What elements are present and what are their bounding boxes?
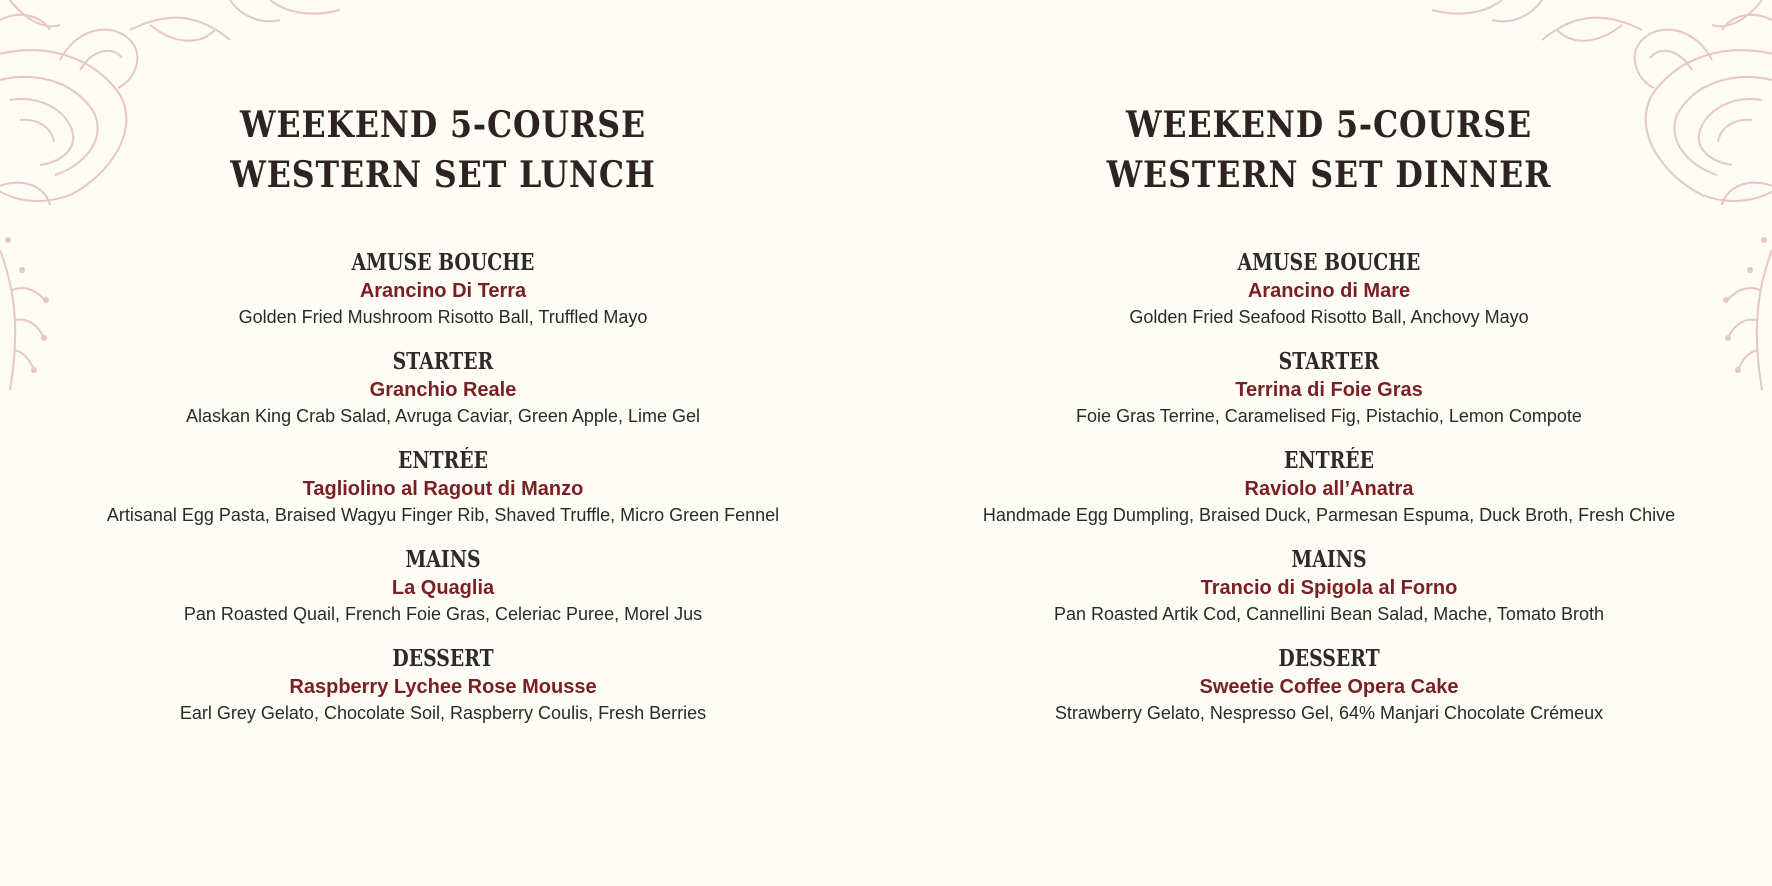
dish-name: Tagliolino al Ragout di Manzo — [302, 478, 584, 500]
lunch-course-list — [33, 248, 853, 726]
lunch-menu-title — [82, 100, 804, 200]
dinner-course-dessert — [919, 644, 1739, 726]
dish-name: Granchio Reale — [369, 379, 517, 401]
course-heading: AMUSE BOUCHE — [1237, 249, 1421, 276]
course-heading: STARTER — [392, 348, 494, 375]
dinner-course-starter — [919, 347, 1739, 429]
dish-name: La Quaglia — [391, 577, 495, 599]
lunch-course-amuse-bouche — [33, 248, 853, 330]
dish-name: Terrina di Foie Gras — [1235, 379, 1423, 401]
lunch-title-line1: WEEKEND 5-COURSE — [239, 104, 647, 146]
course-heading: DESSERT — [1278, 645, 1380, 672]
dinner-course-amuse-bouche — [919, 248, 1739, 330]
dish-description: Strawberry Gelato, Nespresso Gel, 64% Manjari Chocolate Crémeux — [1054, 703, 1604, 723]
dinner-course-entree — [919, 446, 1739, 528]
lunch-title-line2: WESTERN SET LUNCH — [230, 154, 656, 196]
course-heading: STARTER — [1278, 348, 1380, 375]
course-heading: MAINS — [1291, 546, 1367, 573]
dish-description: Golden Fried Mushroom Risotto Ball, Truffled Mayo — [238, 307, 648, 327]
dinner-title-line1: WEEKEND 5-COURSE — [1125, 104, 1533, 146]
lunch-menu — [33, 100, 853, 743]
course-heading: AMUSE BOUCHE — [351, 249, 535, 276]
dish-description: Handmade Egg Dumpling, Braised Duck, Parmesan Espuma, Duck Broth, Fresh Chive — [982, 505, 1676, 525]
course-heading: ENTRÉE — [397, 447, 489, 474]
dish-name: Arancino Di Terra — [359, 280, 527, 302]
dinner-course-mains — [919, 545, 1739, 627]
dish-description: Golden Fried Seafood Risotto Ball, Anchovy Mayo — [1129, 307, 1529, 327]
lunch-course-mains — [33, 545, 853, 627]
course-heading: ENTRÉE — [1283, 447, 1375, 474]
dish-name: Raspberry Lychee Rose Mousse — [289, 676, 597, 698]
dish-description: Earl Grey Gelato, Chocolate Soil, Raspberry Coulis, Fresh Berries — [179, 703, 707, 723]
dish-name: Trancio di Spigola al Forno — [1200, 577, 1458, 599]
dinner-menu — [919, 100, 1739, 743]
dish-description: Artisanal Egg Pasta, Braised Wagyu Finger Rib, Shaved Truffle, Micro Green Fennel — [106, 505, 780, 525]
dinner-course-list — [919, 248, 1739, 726]
lunch-course-entree — [33, 446, 853, 528]
lunch-course-starter — [33, 347, 853, 429]
dish-description: Pan Roasted Artik Cod, Cannellini Bean Salad, Mache, Tomato Broth — [1054, 604, 1604, 624]
dish-description: Alaskan King Crab Salad, Avruga Caviar, Green Apple, Lime Gel — [186, 406, 700, 426]
course-heading: MAINS — [405, 546, 481, 573]
dish-name: Raviolo all’Anatra — [1244, 478, 1414, 500]
dish-name: Sweetie Coffee Opera Cake — [1199, 676, 1459, 698]
lunch-course-dessert — [33, 644, 853, 726]
course-heading: DESSERT — [392, 645, 494, 672]
dinner-menu-title — [968, 100, 1690, 200]
dish-description: Foie Gras Terrine, Caramelised Fig, Pistachio, Lemon Compote — [1076, 406, 1582, 426]
dish-name: Arancino di Mare — [1247, 280, 1411, 302]
dinner-title-line2: WESTERN SET DINNER — [1106, 154, 1552, 196]
dish-description: Pan Roasted Quail, French Foie Gras, Celeriac Puree, Morel Jus — [183, 604, 703, 624]
